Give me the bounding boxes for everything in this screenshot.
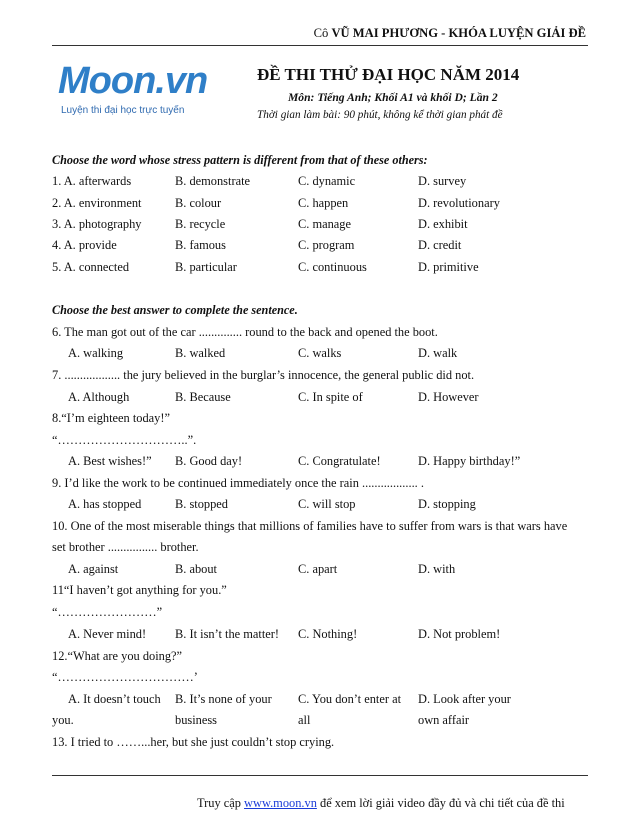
q11-option-a: A. Never mind! [68,627,147,641]
q12-option-a-cont: you. [52,713,74,727]
exam-title: ĐỀ THI THỬ ĐẠI HỌC NĂM 2014 [257,65,520,84]
q12-option-c-cont: all [298,713,311,727]
q7-option-c: C. In spite of [298,390,363,404]
page-header [314,26,586,41]
q9-stem: 9. I’d like the work to be continued immediately once the rain .................. . [52,476,424,490]
exam-time: Thời gian làm bài: 90 phút, không kể thời gian phát đề [257,109,503,121]
q3-option-a: 3. A. photography [52,217,142,231]
q10-option-d: D. with [418,562,456,576]
q4-option-d: D. credit [418,238,462,252]
q12-stem: 12.“What are you doing?” [52,649,183,663]
footer-rule [52,775,588,776]
q9-option-b: B. stopped [175,497,229,511]
section2-heading: Choose the best answer to complete the sentence. [52,303,298,317]
q5-option-a: 5. A. connected [52,260,130,274]
q7-option-b: B. Because [175,390,231,404]
q12-option-b: B. It’s none of your [175,692,272,706]
q11-option-d: D. Not problem! [418,627,501,641]
q11-option-b: B. It isn’t the matter! [175,627,280,641]
q10-option-a: A. against [68,562,119,576]
q8-option-c: C. Congratulate! [298,454,381,468]
q12-option-d-cont: own affair [418,713,470,727]
q3-option-c: C. manage [298,217,351,231]
q6-option-a: A. walking [68,346,124,360]
q10-stem-cont: set brother ................ brother. [52,540,199,554]
q5-option-b: B. particular [175,260,237,274]
q12-blank: “……………………………’ [52,670,198,684]
q2-option-a: 2. A. environment [52,196,142,210]
q8-blank: “…………………………..”. [52,433,197,447]
q4-option-a: 4. A. provide [52,238,117,252]
q1-option-b: B. demonstrate [175,174,251,188]
q5-option-c: C. continuous [298,260,367,274]
moon-logo [58,60,228,120]
q7-option-a: A. Although [68,390,130,404]
q11-stem: 11“I haven’t got anything for you.” [52,583,227,597]
q1-option-d: D. survey [418,174,467,188]
header-course: VŨ MAI PHƯƠNG - KHÓA LUYỆN GIẢI ĐỀ [331,26,586,40]
logo-tagline: Luyện thi đại học trực tuyến [61,105,185,116]
section1-heading: Choose the word whose stress pattern is different from that of these others: [52,153,428,167]
q8-stem: 8.“I’m eighteen today!” [52,411,171,425]
q8-option-a: A. Best wishes!” [68,454,152,468]
q8-option-b: B. Good day! [175,454,243,468]
q12-option-d: D. Look after your [418,692,511,706]
q3-option-d: D. exhibit [418,217,468,231]
q2-option-b: B. colour [175,196,222,210]
footer-link[interactable]: www.moon.vn [244,796,317,810]
q3-option-b: B. recycle [175,217,226,231]
q10-option-c: C. apart [298,562,338,576]
footer-before: Truy cập [197,796,245,810]
q7-option-d: D. However [418,390,479,404]
q6-option-b: B. walked [175,346,226,360]
q6-option-d: D. walk [418,346,458,360]
q2-option-d: D. revolutionary [418,196,500,210]
q2-option-c: C. happen [298,196,349,210]
logo-word: Moon.vn [58,60,208,102]
q12-option-b-cont: business [175,713,217,727]
q7-stem: 7. .................. the jury believed in the burglar’s innocence, the general public did not. [52,368,475,382]
q12-option-c: C. You don’t enter at [298,692,402,706]
q13-stem: 13. I tried to ……...her, but she just couldn’t stop crying. [52,735,335,749]
header-prefix: Cô [313,26,329,40]
q9-option-c: C. will stop [298,497,356,511]
header-rule [52,45,588,46]
q11-blank: “……………………” [52,605,163,619]
q4-option-b: B. famous [175,238,226,252]
q5-option-d: D. primitive [418,260,479,274]
q12-option-a: A. It doesn’t touch [68,692,161,706]
q6-stem: 6. The man got out of the car .............. round to the back and opened the boot. [52,325,438,339]
q8-option-d: D. Happy birthday!” [418,454,521,468]
q4-option-c: C. program [298,238,355,252]
footer [197,796,565,811]
q1-option-a: 1. A. afterwards [52,174,132,188]
q9-option-d: D. stopping [418,497,476,511]
q11-option-c: C. Nothing! [298,627,358,641]
q10-stem: 10. One of the most miserable things that millions of families have to suffer from wars is that wars have [52,519,568,533]
q10-option-b: B. about [175,562,217,576]
q9-option-a: A. has stopped [68,497,142,511]
q1-option-c: C. dynamic [298,174,356,188]
q6-option-c: C. walks [298,346,342,360]
exam-subject: Môn: Tiếng Anh; Khối A1 và khối D; Lần 2 [288,91,498,104]
footer-after: để xem lời giải video đầy đủ và chi tiết của đề thi [316,796,565,810]
